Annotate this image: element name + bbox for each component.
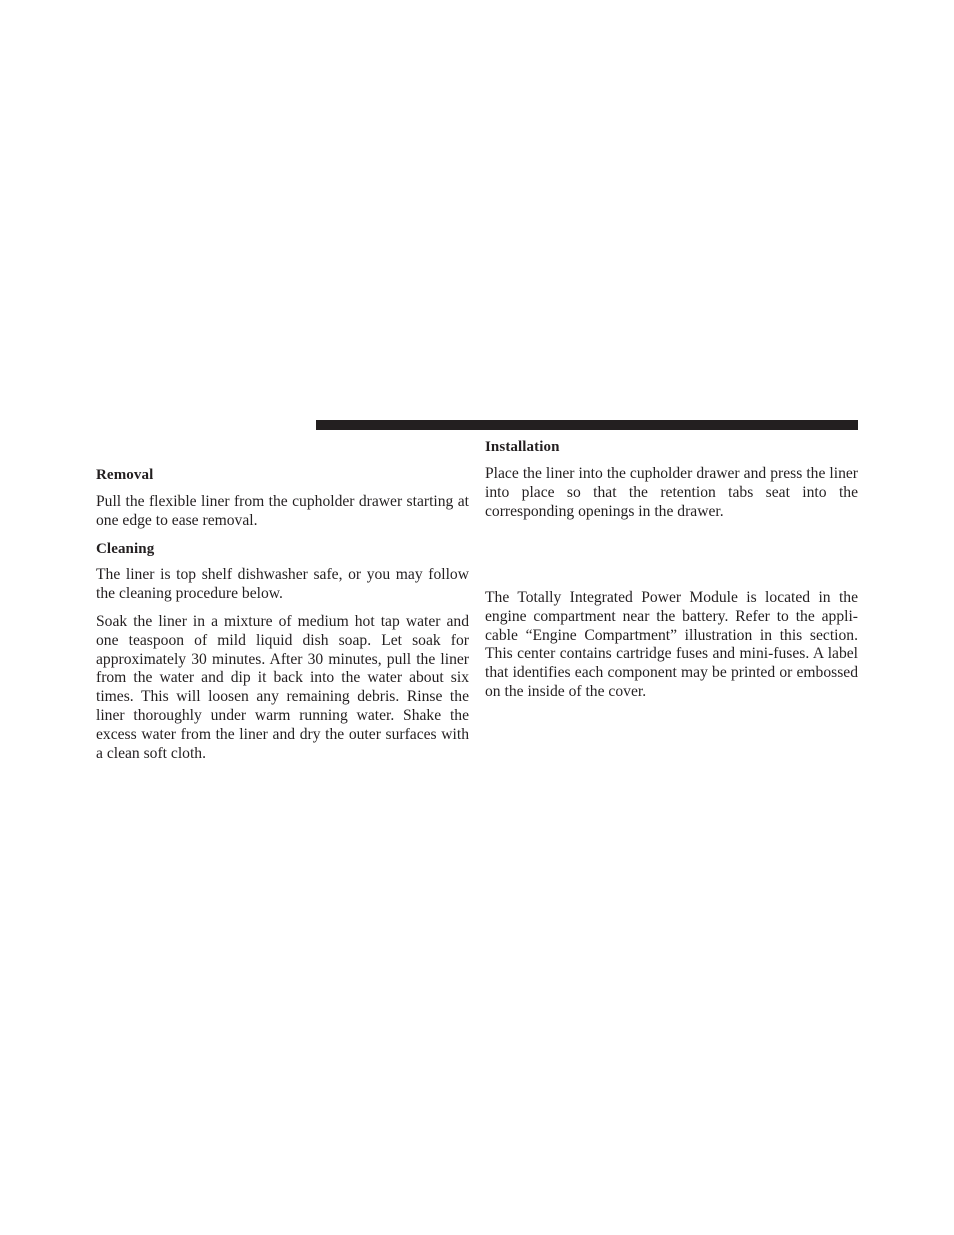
removal-heading: Removal (96, 467, 154, 483)
section-divider-bar (316, 420, 858, 430)
cleaning-paragraph-1: The liner is top shelf dishwasher safe, or you may follow the cleaning procedure below. (96, 566, 469, 602)
cleaning-paragraph-2: Soak the liner in a mixture of medium hot tap water and one teaspoon of mild liquid dish soap. Let soak for approximately 30 minutes. After 30 minutes, pull the liner from the water and dip it back into the water about six times. This will loosen any remaining debris. Rinse the liner thoroughly under warm running water. Shake the excess water from the liner and dry the outer surfaces with a clean soft cloth. (96, 613, 469, 762)
cleaning-heading: Cleaning (96, 541, 155, 557)
removal-paragraph: Pull the flexible liner from the cupholder drawer starting at one edge to ease removal. (96, 493, 469, 529)
power-module-paragraph: The Totally Integrated Power Module is located in the engine compartment near the battery. Refer to the appli-cable “Engine Compartment” illustration in this section. This center contains cartridge fuses and mini-fuses. A label that identifies each component may be printed or embossed on the inside of the cover. (485, 589, 858, 700)
installation-paragraph: Place the liner into the cupholder drawer and press the liner into place so that the retention tabs seat into the corresponding openings in the drawer. (485, 465, 858, 520)
installation-heading: Installation (485, 439, 560, 455)
